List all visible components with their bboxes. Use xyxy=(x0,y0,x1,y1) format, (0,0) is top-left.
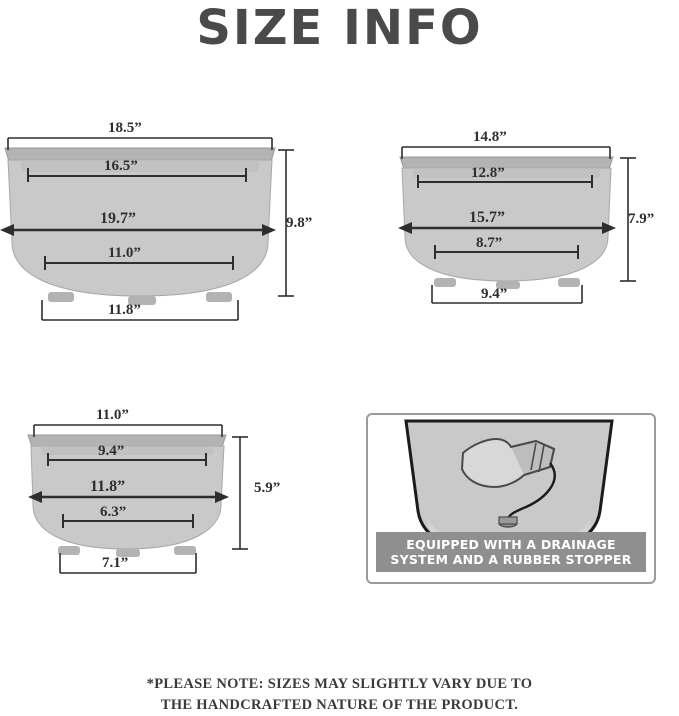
small-planter xyxy=(18,405,281,600)
medium-planter xyxy=(388,129,655,333)
large-planter-drawing xyxy=(0,120,300,335)
large-top-inner-label: 16.5” xyxy=(104,158,138,174)
medium-planter-drawing xyxy=(388,133,653,333)
large-mid-width-label: 19.7” xyxy=(100,210,136,227)
large-height-label: 9.8” xyxy=(286,215,313,231)
drainage-caption-line2: SYSTEM AND A RUBBER STOPPER xyxy=(390,552,632,567)
drainage-caption xyxy=(376,532,646,572)
large-top-outer-label: 18.5” xyxy=(108,120,142,136)
medium-top-outer-label: 14.8” xyxy=(473,129,507,145)
medium-height-label: 7.9” xyxy=(628,211,655,227)
small-inner-bottom-label: 6.3” xyxy=(100,504,127,520)
medium-base-label: 9.4” xyxy=(481,286,508,302)
small-top-inner-label: 9.4” xyxy=(98,443,125,459)
small-mid-width-label: 11.8” xyxy=(90,478,126,495)
medium-top-inner-label: 12.8” xyxy=(471,165,505,181)
medium-inner-bottom-label: 8.7” xyxy=(476,235,503,251)
footer-note-line1: *PLEASE NOTE: SIZES MAY SLIGHTLY VARY DUE TO xyxy=(146,676,533,692)
large-base-label: 11.8” xyxy=(108,302,141,318)
small-base-label: 7.1” xyxy=(102,555,129,571)
footer-note-line2: THE HANDCRAFTED NATURE OF THE PRODUCT. xyxy=(160,697,519,713)
drainage-caption-line1: EQUIPPED WITH A DRAINAGE xyxy=(406,537,616,552)
small-top-outer-label: 11.0” xyxy=(96,407,129,423)
page-title: SIZE INFO xyxy=(196,0,483,56)
drainage-panel xyxy=(366,413,656,584)
small-planter-drawing xyxy=(18,405,281,600)
small-height-label: 5.9” xyxy=(254,480,281,496)
large-planter xyxy=(0,120,313,335)
large-inner-bottom-label: 11.0” xyxy=(108,245,141,261)
medium-mid-width-label: 15.7” xyxy=(469,209,505,226)
